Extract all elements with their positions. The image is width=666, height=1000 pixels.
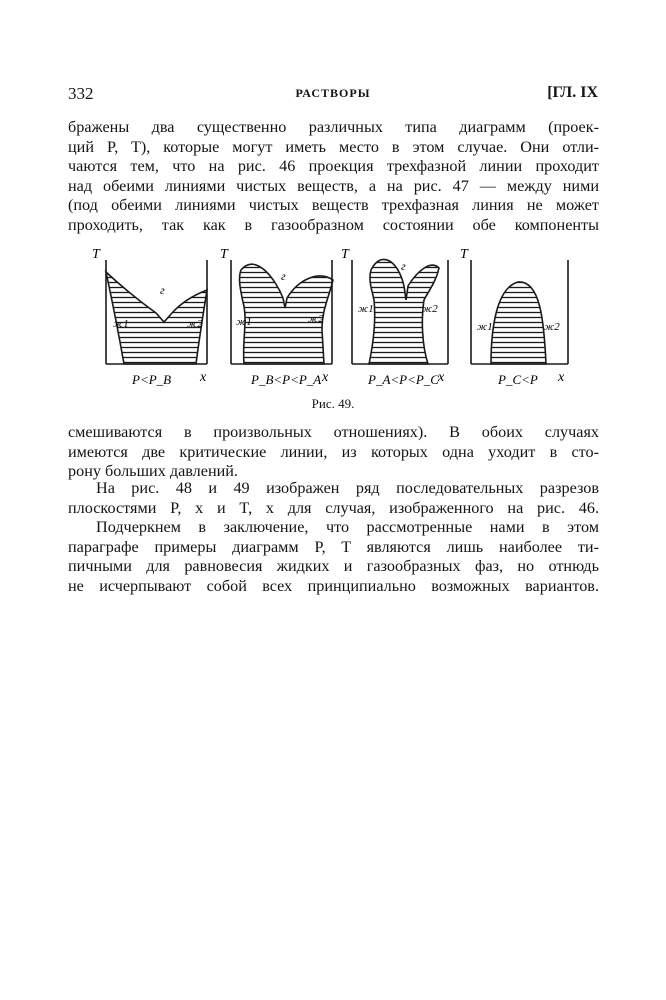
liquid-1-label: ж1 (113, 318, 129, 330)
gas-label: г (401, 259, 406, 273)
liquid-1-label: ж1 (236, 316, 252, 328)
liquid-1-label: ж1 (477, 321, 493, 333)
text-line: Подчеркнем в заключение, что рассмотренные нами в этом (96, 518, 599, 536)
gas-label: г (160, 283, 165, 297)
x-axis-label: x (322, 370, 329, 385)
page-number: 332 (68, 84, 94, 103)
chapter-marker: [ГЛ. IX (547, 84, 598, 101)
text-line: рону больших давлений. (68, 462, 238, 481)
text-line: (под обеими линиями чистых веществ трехфазная линия не может (68, 196, 599, 215)
t-axis-label: T (92, 247, 100, 262)
text-line: чаются тем, что на рис. 46 проекция трехфазной линии проходит (68, 157, 599, 176)
paragraph-sections (68, 479, 599, 518)
x-axis-label: x (438, 370, 445, 385)
text-line: не исчерпывают собой всех принципиально возможных вариантов. (68, 576, 599, 595)
x-axis-label: x (558, 370, 565, 385)
running-title: РАСТВОРЫ (295, 86, 371, 100)
gas-label: г (281, 269, 286, 283)
liquid-2-label: ж2 (308, 313, 324, 325)
liquid-2-label: ж2 (187, 318, 203, 330)
condition-label: P<P_B (132, 372, 172, 387)
panel-3 (341, 247, 448, 387)
liquid-1-label: ж1 (358, 303, 374, 315)
text-line: над обеими линиями чистых веществ, а на рис. 47 — между ними (68, 176, 599, 195)
figure-caption: Рис. 49. (311, 396, 355, 411)
text-line: имеются две критические линии, из которых одна уходит в сто- (68, 442, 599, 461)
condition-label: P_B<P<P_A (251, 372, 322, 387)
liquid-region (491, 282, 546, 364)
condition-label: P_C<P (498, 372, 538, 387)
t-axis-label: T (460, 247, 468, 262)
text-line: бражены два существенно различных типа диаграмм (проек- (68, 118, 599, 136)
text-line: проходить, так как в газообразном состоянии обе компоненты (68, 215, 599, 234)
page-header (68, 84, 598, 108)
panel-1 (92, 247, 207, 387)
figure-49 (86, 240, 576, 390)
text-line: пичными для равновесия жидких и газообразных фаз, но отнюдь (68, 557, 599, 576)
x-axis-label: x (200, 370, 207, 385)
text-line: плоскостями P, x и T, x для случая, изображенного на рис. 46. (68, 498, 599, 517)
condition-label: P_A<P<P_C (368, 372, 439, 387)
text-line: На рис. 48 и 49 изображен ряд последовательных разрезов (96, 479, 599, 497)
text-line: смешиваются в произвольных отношениях). В обоих случаях (68, 423, 599, 441)
panel-4 (460, 247, 568, 387)
paragraph-conclusion (68, 518, 599, 596)
liquid-2-label: ж2 (544, 321, 560, 333)
text-line: параграфе примеры диаграмм P, T являются лишь наиболее ти- (68, 537, 599, 556)
liquid-2-label: ж2 (422, 303, 438, 315)
panel-2 (220, 247, 333, 387)
t-axis-label: T (220, 247, 228, 262)
paragraph-intro (68, 118, 599, 236)
t-axis-label: T (341, 247, 349, 262)
paragraph-mixing (68, 423, 599, 482)
text-line: ций P, T), которые могут иметь место в этом случае. Они отли- (68, 137, 599, 156)
